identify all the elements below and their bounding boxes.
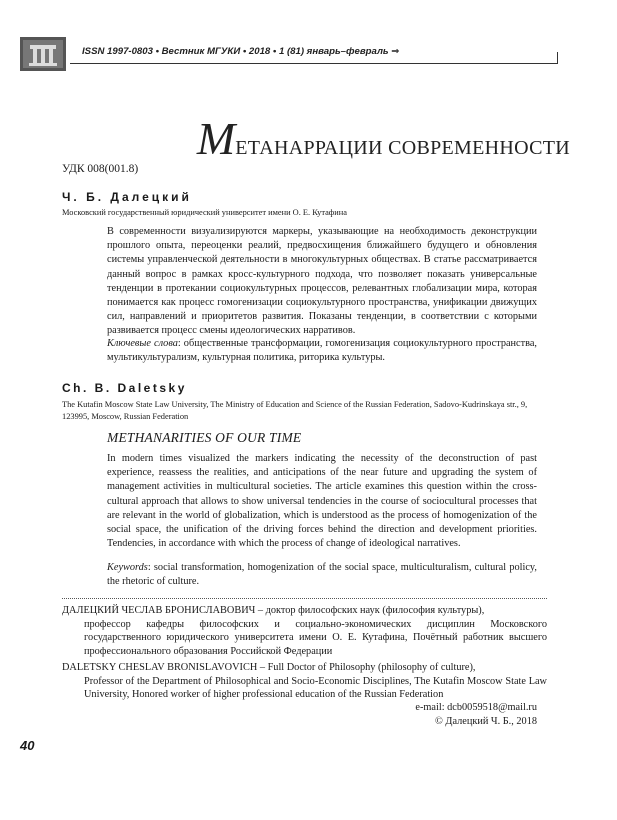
bio-en-first-line: DALETSKY CHESLAV BRONISLAVOVICH – Full Doctor of Philosophy (philosophy of culture), (62, 662, 476, 673)
abstract-en (107, 452, 537, 551)
keywords-label-ru: Ключевые слова (107, 338, 178, 349)
author-name-ru: Ч. Б. Далецкий (62, 190, 192, 204)
bio-ru-first-line: ДАЛЕЦКИЙ ЧЕСЛАВ БРОНИСЛАВОВИЧ – доктор философских наук (философия культуры), (62, 605, 485, 616)
header-rule (70, 63, 557, 64)
article-title (0, 112, 570, 165)
bio-en-rest: Professor of the Department of Philosophical and Socio-Economic Disciplines, The Kutafin Moscow State Law University, Honored worker of higher professional education of the Russian Federation (84, 675, 547, 701)
abstract-ru-text: В современности визуализируются маркеры, указывающие на необходимость деконструкции прошлого опыта, переоценки реалий, предвосхищения ближайшего будущего и обновления системы управленческой деятельности в многокультурных обществах. В статье рассматривается данный вопрос в рамках кросс-культурного подхода, что позволяет показать универсальные тенденции в протекании социокультурных процессов, релевантных глобализации мира, которая понимается как процесс гомогенизации социокультурного пространства, унификации движущих сил, направлений и приоритетов развития. Показаны тенденции, в соответствии с которыми развивается процесс смены идеологических нарративов. (107, 226, 537, 337)
page-number: 40 (20, 738, 35, 753)
bio-ru-rest: профессор кафедры философских и социально-экономических дисциплин Московского государственного юридического университета имени О. Е. Кутафина, Почётный работник высшего профессионального образования Российской Федерации (84, 618, 547, 657)
journal-header: ISSN 1997-0803 • Вестник МГУКИ • 2018 • 1 (81) январь–февраль ⇒ (82, 46, 400, 57)
author-bio-ru (62, 604, 547, 658)
abstract-ru (107, 225, 537, 339)
dotted-separator (62, 598, 547, 599)
title-initial: М (196, 113, 236, 164)
author-email: e-mail: dcb0059518@mail.ru (415, 702, 537, 713)
affiliation-en: The Kutafin Moscow State Law University, The Ministry of Education and Science of the Russian Federation, Sadovo-Kudrinskaya str., 9, 123995, Moscow, Russian Federation (62, 400, 528, 421)
abstract-en-text: In modern times visualized the markers indicating the necessity of the deconstruction of past experience, reassess the realities, and anticipations of the near future and upgrading the system of management activities in multicultural societies. The article examines this question within the cross-cultural approach that allows to show universal tendencies in the course of sociocultural processes that are relevant in the world of globalization, which is understood as the process of homogenization of the social space, the unification of the driving forces behind the direction and development priorities. Tendencies, in accordance with which the process of change of ideological narratives. (107, 453, 537, 550)
article-title-en: METHANARITIES OF OUR TIME (107, 430, 302, 445)
copyright-notice: © Далецкий Ч. Б., 2018 (435, 716, 537, 727)
author-name-en: Ch. B. Daletsky (62, 381, 187, 395)
author-bio-en (62, 661, 547, 702)
keywords-en (107, 561, 537, 589)
title-rest: ЕТАНАРРАЦИИ СОВРЕМЕННОСТИ (235, 137, 570, 159)
keywords-ru (107, 337, 537, 365)
header-rule-tick (557, 52, 558, 64)
affiliation-ru: Московский государственный юридический университет имени О. Е. Кутафина (62, 208, 347, 217)
journal-logo-icon (20, 37, 66, 71)
keywords-text-en: : social transformation, homogenization of the social space, multiculturalism, cultural policy, the rhetoric of culture. (107, 562, 537, 588)
keywords-text-ru: : общественные трансформации, гомогенизация социокультурного пространства, мультикультурализм, культурная политика, риторика культуры. (107, 338, 538, 364)
keywords-label-en: Keywords (107, 562, 148, 573)
udk-code: УДК 008(001.8) (62, 163, 139, 175)
